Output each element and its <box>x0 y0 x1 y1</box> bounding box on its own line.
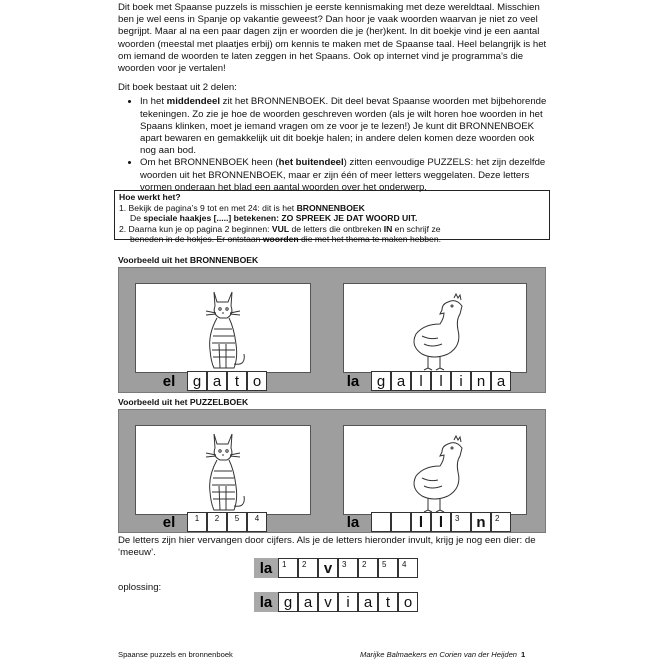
text: 2. Daarna kun je op pagina 2 beginnen: <box>119 223 272 234</box>
intro-paragraph: Dit boek met Spaanse puzzels is misschien je eerste kennismaking met deze wereldtaal. Misschien ben je wel eens in Spanje op vakantie geweest? Dan hoor je vaak woorden waarvan je niet zo veel begrijpt. Maar al na een paar dagen zijn er woorden die je (her)kent. In dit boekje vind je een aantal woorden (meestal met plaatjes erbij) om kennis te maken met de Spaanse taal. Heel belangrijk is het om iemand de woorden te laten zeggen in het Spaans. Ook op internet vind je programma’s die woorden voor je vertalen! <box>118 2 547 75</box>
number-cell: 1 <box>187 512 207 532</box>
letter-cell: g <box>278 592 298 612</box>
word-article: la <box>346 513 360 531</box>
text: die met het thema te maken hebben. <box>298 234 442 245</box>
number-cell: 1 <box>278 558 298 578</box>
list-item <box>140 157 548 194</box>
bold-text: IN <box>383 223 393 234</box>
word-la-puzzle <box>335 512 511 532</box>
text: en schrijf ze <box>392 223 441 234</box>
how-title: Hoe werkt het? <box>119 192 181 202</box>
letter-cell: a <box>358 592 378 612</box>
letter-cell: o <box>398 592 418 612</box>
word-article: la <box>254 558 278 578</box>
letter-cell: a <box>298 592 318 612</box>
word-article: el <box>162 513 176 531</box>
number-cell: 2 <box>491 512 511 532</box>
explanation-text: De letters zijn hier vervangen door cijfers. Als je de letters hieronder invult, krijg je nog een dier: de ‘meeuw’. <box>118 535 536 558</box>
letter-cell: n <box>471 512 491 532</box>
text: zit het BRONNENBOEK. Dit deel bevat Spaanse woorden met bijbehorende tekeningen. Zo zie je hoe de woorden geschreven worden (als je wilt horen hoe woorden in het Spaans klinken, moet je iemand vragen om ze voor je te lezen!) Je kunt dit BRONNENBOEK apart bewaren en gemakkelijk uit dit boekje halen; in andere delen komen deze woorden ook nog aan bod. <box>140 96 547 157</box>
letter-cell: n <box>471 371 491 391</box>
example-bronnenboek-title: Voorbeeld uit het BRONNENBOEK <box>118 255 259 265</box>
cat-picture-box <box>135 425 311 515</box>
number-cell: 3 <box>338 558 358 578</box>
word-el-puzzle <box>151 512 267 532</box>
example-bronnenboek-panel <box>118 267 546 393</box>
letter-cell: g <box>187 371 207 391</box>
letter-cell: l <box>411 371 431 391</box>
number-cell: 2 <box>207 512 227 532</box>
list-item <box>140 96 548 157</box>
solution-row <box>254 592 418 612</box>
text: De <box>130 213 144 224</box>
footer-right <box>360 650 525 659</box>
letter-cell: t <box>378 592 398 612</box>
bold-text: middendeel <box>166 96 220 108</box>
bold-text: VUL <box>271 223 290 234</box>
number-cell: 3 <box>451 512 471 532</box>
text: beneden in de hokjes. Er ontstaan <box>130 234 263 245</box>
bold-text: speciale haakjes [.....] betekenen: <box>143 213 280 224</box>
chicken-icon <box>344 284 528 374</box>
number-cell: 4 <box>247 512 267 532</box>
number-cell: 2 <box>358 558 378 578</box>
text: Om het BRONNENBOEK heen ( <box>140 157 279 169</box>
cat-icon <box>136 426 312 516</box>
letter-cell: i <box>338 592 358 612</box>
bold-text: het buitendeel <box>278 157 344 169</box>
word-la-gallina <box>335 371 511 391</box>
text: 1. Bekijk de pagina’s 9 tot en met 24: dit is het <box>119 202 297 213</box>
parts-intro: Dit boek bestaat uit 2 delen: <box>118 82 237 94</box>
number-cell: 2 <box>298 558 318 578</box>
letter-cell: a <box>207 371 227 391</box>
chicken-icon <box>344 426 528 516</box>
how-line-1 <box>119 203 545 214</box>
solution-label: oplossing: <box>118 582 162 593</box>
word-article: la <box>346 372 360 390</box>
number-cell: 5 <box>227 512 247 532</box>
text: ) zitten eenvoudige PUZZELS: het zijn dezelfde woorden uit het BRONNENBOEK, maar er zijn één of meer letters weggelaten. Deze letters vormen onderaan het blad een aantal woorden over het onderwerp. <box>140 157 546 193</box>
bold-text: woorden <box>262 234 299 245</box>
footer-authors: Marijke Balmaekers en Corien van der Heijden <box>360 650 518 659</box>
text: In het <box>140 96 167 108</box>
how-it-works-box <box>114 190 550 245</box>
how-line-2 <box>119 213 545 224</box>
letter-cell: a <box>491 371 511 391</box>
cat-picture-box <box>135 283 311 373</box>
seagull-puzzle-row <box>254 558 418 578</box>
letter-cell: v <box>318 592 338 612</box>
number-cell: 5 <box>378 558 398 578</box>
how-line-4 <box>119 234 545 245</box>
letter-cell <box>391 512 411 532</box>
word-article: el <box>162 372 176 390</box>
letter-cell: v <box>318 558 338 578</box>
cat-icon <box>136 284 312 374</box>
letter-cell: l <box>431 371 451 391</box>
word-el-gato <box>151 371 267 391</box>
chicken-picture-box <box>343 425 527 515</box>
intro-text <box>118 2 548 194</box>
letter-cell: t <box>227 371 247 391</box>
letter-cell: l <box>431 512 451 532</box>
letter-cell: a <box>391 371 411 391</box>
letter-cell: i <box>451 371 471 391</box>
example-puzzelboek-panel <box>118 409 546 533</box>
text: de letters die ontbreken <box>289 223 384 234</box>
example-puzzelboek-title: Voorbeeld uit het PUZZELBOEK <box>118 397 249 407</box>
parts-list <box>118 96 548 194</box>
footer-left: Spaanse puzzels en bronnenboek <box>118 650 233 659</box>
letter-cell: g <box>371 371 391 391</box>
chicken-picture-box <box>343 283 527 373</box>
letter-cell <box>371 512 391 532</box>
letter-cell: o <box>247 371 267 391</box>
number-cell: 4 <box>398 558 418 578</box>
bold-text: BRONNENBOEK <box>296 202 365 213</box>
how-line-3 <box>119 224 545 235</box>
word-article: la <box>254 592 278 612</box>
page-number: 1 <box>521 650 526 659</box>
letter-cell: l <box>411 512 431 532</box>
bold-text: ZO SPREEK JE DAT WOORD UIT. <box>279 213 418 224</box>
